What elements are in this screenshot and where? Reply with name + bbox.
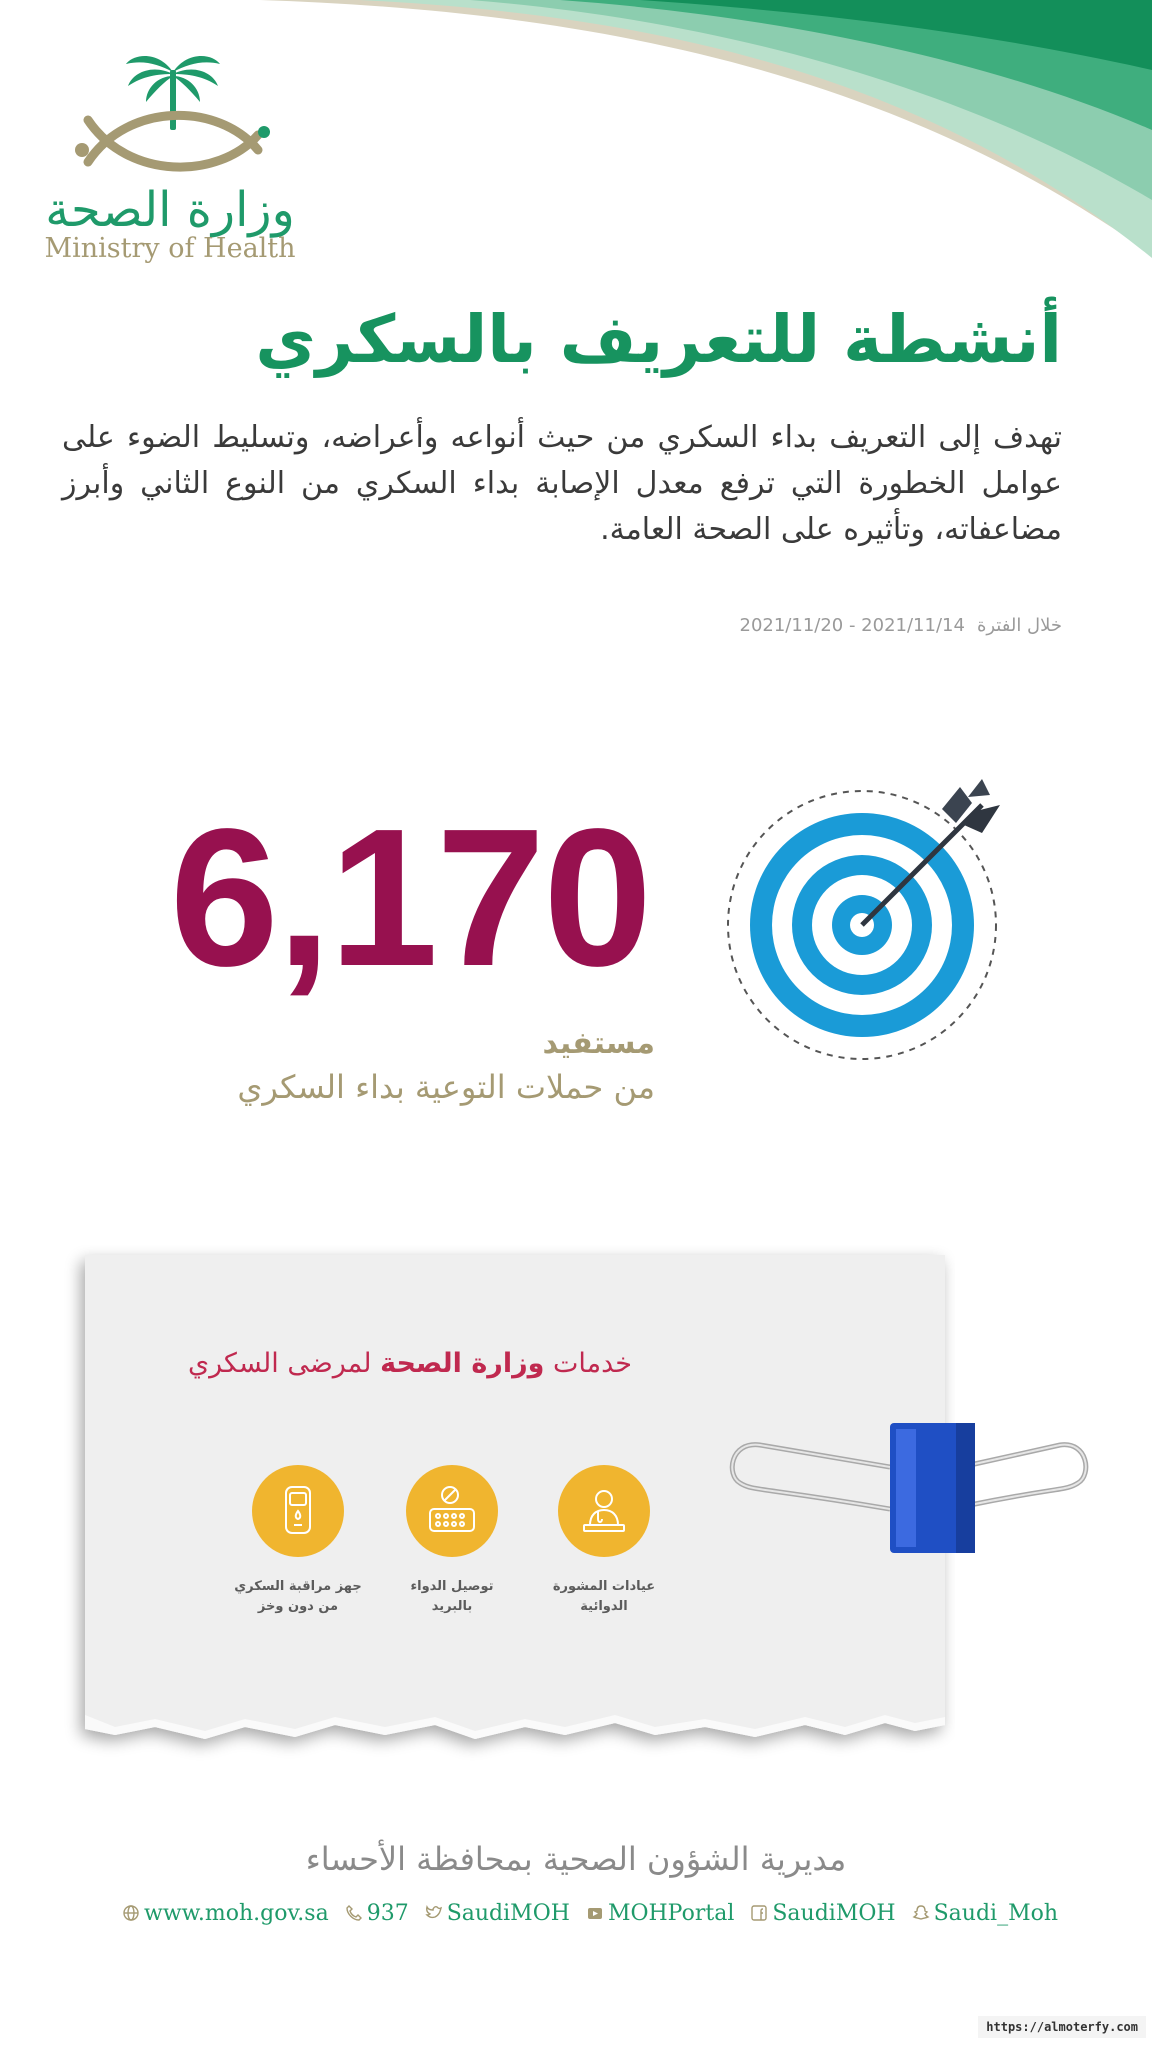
services-title — [120, 1348, 700, 1379]
contact-bar — [120, 1900, 1060, 1926]
logo-text-arabic: وزارة الصحة — [45, 182, 295, 238]
contact-snapchat[interactable] — [904, 1901, 1066, 1926]
service-label: عيادات المشورة الدوائية — [552, 1579, 656, 1614]
facebook-icon — [750, 1904, 768, 1922]
contact-facebook[interactable] — [742, 1901, 903, 1926]
contact-text: SaudiMOH — [446, 1900, 570, 1926]
service-badge — [406, 1465, 498, 1557]
logo-text-english: Ministry of Health — [44, 233, 296, 264]
period-range: 2021/11/20 - 2021/11/14 — [739, 615, 965, 636]
period-label: خلال الفترة — [976, 615, 1062, 636]
glucose-meter-icon — [270, 1483, 326, 1539]
contact-text: MOHPortal — [607, 1900, 735, 1926]
source-watermark: https://almoterfy.com — [978, 2016, 1146, 2038]
contact-phone[interactable] — [337, 1901, 417, 1926]
snapchat-icon — [912, 1904, 930, 1922]
globe-icon — [122, 1904, 140, 1922]
contact-text: Saudi_Moh — [933, 1900, 1059, 1926]
service-label: توصيل الدواء بالبريد — [410, 1579, 494, 1614]
pills-delivery-icon — [424, 1483, 480, 1539]
contact-website[interactable] — [114, 1901, 337, 1926]
target-icon — [720, 775, 1020, 1075]
beneficiaries-sublabel: من حملات التوعية بداء السكري — [237, 1068, 655, 1106]
contact-text: www.moh.gov.sa — [144, 1900, 329, 1926]
campaign-description: تهدف إلى التعريف بداء السكري من حيث أنواعه وأعراضه، وتسليط الضوء على عوامل الخطورة التي ترفع معدل الإصابة بداء السكري من النوع الثاني وأبرز مضاعفاته، وتأثيره على الصحة العامة. — [62, 420, 1062, 547]
service-badge — [558, 1465, 650, 1557]
youtube-icon — [586, 1904, 604, 1922]
service-item-glucose-meter — [208, 1465, 388, 1617]
contact-youtube[interactable] — [578, 1901, 742, 1926]
services-title-prefix: خدمات — [553, 1348, 632, 1379]
beneficiaries-count: 6,170 — [169, 788, 651, 1007]
service-label: جهز مراقبة السكري من دون وخز — [234, 1579, 362, 1614]
service-item-delivery — [362, 1465, 542, 1617]
page-title: أنشطة للتعريف بالسكري — [255, 301, 1062, 378]
phone-icon — [345, 1904, 363, 1922]
contact-text: 937 — [366, 1900, 409, 1926]
twitter-icon — [425, 1904, 443, 1922]
beneficiaries-label: مستفيد — [542, 1026, 655, 1061]
doctor-consultation-icon — [576, 1483, 632, 1539]
contact-text: SaudiMOH — [772, 1900, 896, 1926]
contact-twitter[interactable] — [417, 1901, 578, 1926]
services-title-suffix: لمرضى السكري — [188, 1348, 372, 1379]
services-title-bold: وزارة الصحة — [380, 1348, 545, 1379]
campaign-period — [362, 615, 1062, 636]
directorate-name: مديرية الشؤون الصحية بمحافظة الأحساء — [305, 1840, 847, 1878]
service-badge — [252, 1465, 344, 1557]
binder-clip-icon — [720, 1405, 1090, 1565]
